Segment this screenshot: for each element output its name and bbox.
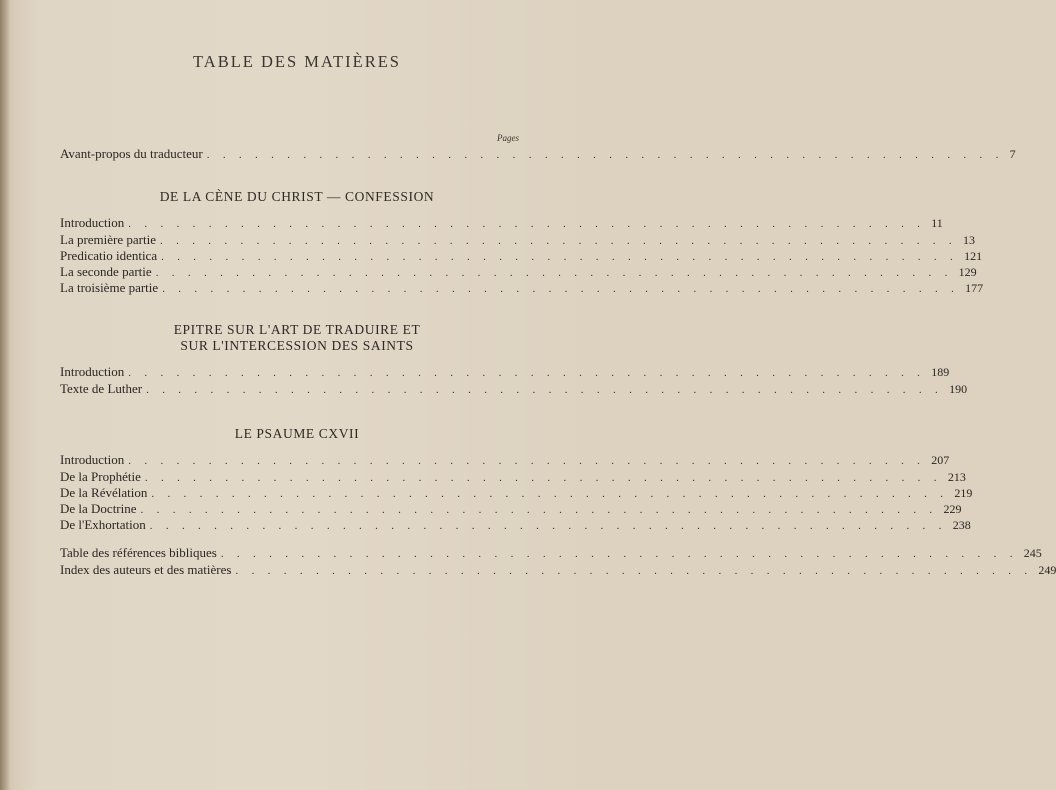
dot-leader: . . . . . . . . . . . . . . . . . . . . . . . . . . . . . . . . . . . . . . . . . . . . . . . . . . [128, 455, 926, 467]
toc-entry [60, 469, 966, 486]
toc-entry-avant-propos [60, 146, 1016, 163]
entry-page: 219 [954, 486, 973, 500]
toc-entry [60, 364, 950, 381]
section-title-epitre-line1: EPITRE SUR L'ART DE TRADUIRE ET [173, 322, 421, 337]
dot-leader: . . . . . . . . . . . . . . . . . . . . . . . . . . . . . . . . . . . . . . . . . . . . . . . . . . [155, 267, 953, 279]
dot-leader: . . . . . . . . . . . . . . . . . . . . . . . . . . . . . . . . . . . . . . . . . . . . . . . . . . [128, 218, 926, 230]
entry-label: Avant-propos du traducteur [60, 146, 203, 161]
entry-label: De la Révélation [60, 485, 148, 500]
dot-leader: . . . . . . . . . . . . . . . . . . . . . . . . . . . . . . . . . . . . . . . . . . . . . . . . . . [149, 520, 947, 532]
entry-label: Texte de Luther [60, 381, 143, 396]
entry-page: 13 [962, 233, 975, 247]
entry-label: Introduction [60, 452, 125, 467]
page-title: TABLE DES MATIÈRES [193, 52, 401, 71]
dot-leader: . . . . . . . . . . . . . . . . . . . . . . . . . . . . . . . . . . . . . . . . . . . . . . . . . . [161, 251, 959, 263]
pages-column-label: Pages [497, 133, 519, 143]
entry-label: De la Prophétie [60, 469, 141, 484]
toc-entry [60, 280, 984, 297]
entry-label: Predicatio identica [60, 248, 158, 263]
dot-leader: . . . . . . . . . . . . . . . . . . . . . . . . . . . . . . . . . . . . . . . . . . . . . . . . . . [160, 235, 957, 247]
entry-page: 238 [952, 518, 971, 532]
entry-label: La seconde partie [60, 264, 152, 279]
dot-leader: . . . . . . . . . . . . . . . . . . . . . . . . . . . . . . . . . . . . . . . . . . . . . . . . . . [151, 488, 949, 500]
entry-page: 11 [931, 216, 943, 230]
toc-entry [60, 215, 943, 232]
entry-label: De la Doctrine [60, 501, 137, 516]
toc-entry [60, 485, 973, 502]
section-title-epitre-line2: SUR L'INTERCESSION DES SAINTS [180, 338, 414, 353]
entry-label: Introduction [60, 364, 125, 379]
toc-entry-index [60, 562, 1056, 579]
entry-label: Introduction [60, 215, 125, 230]
toc-entry [60, 248, 983, 265]
toc-entry [60, 264, 977, 281]
entry-page: 177 [965, 281, 984, 295]
toc-entry [60, 232, 975, 249]
dot-leader: . . . . . . . . . . . . . . . . . . . . . . . . . . . . . . . . . . . . . . . . . . . . . . . . . . [206, 149, 1004, 161]
toc-entry [60, 501, 962, 518]
entry-label: Index des auteurs et des matières [60, 562, 232, 577]
dot-leader: . . . . . . . . . . . . . . . . . . . . . . . . . . . . . . . . . . . . . . . . . . . . . . . . . . [162, 283, 960, 295]
entry-page: 249 [1038, 563, 1056, 577]
entry-page: 245 [1023, 546, 1042, 560]
toc-entry-references [60, 545, 1042, 562]
entry-page: 189 [931, 365, 950, 379]
dot-leader: . . . . . . . . . . . . . . . . . . . . . . . . . . . . . . . . . . . . . . . . . . . . . . . . . . [220, 548, 1018, 560]
spine-shadow [0, 0, 10, 790]
entry-page: 213 [947, 470, 966, 484]
toc-entry [60, 452, 950, 469]
toc-entry [60, 381, 968, 398]
entry-page: 7 [1009, 147, 1016, 161]
dot-leader: . . . . . . . . . . . . . . . . . . . . . . . . . . . . . . . . . . . . . . . . . . . . . . . . . . [146, 384, 944, 396]
entry-label: De l'Exhortation [60, 517, 146, 532]
entry-page: 229 [943, 502, 962, 516]
dot-leader: . . . . . . . . . . . . . . . . . . . . . . . . . . . . . . . . . . . . . . . . . . . . . . . . . . [140, 504, 938, 516]
entry-page: 207 [931, 453, 950, 467]
section-title-psaume: LE PSAUME CXVII [234, 426, 360, 441]
entry-label: La troisième partie [60, 280, 159, 295]
entry-page: 190 [949, 382, 968, 396]
dot-leader: . . . . . . . . . . . . . . . . . . . . . . . . . . . . . . . . . . . . . . . . . . . . . . . . . . [235, 565, 1033, 577]
entry-label: Table des références bibliques [60, 545, 217, 560]
dot-leader: . . . . . . . . . . . . . . . . . . . . . . . . . . . . . . . . . . . . . . . . . . . . . . . . . . [144, 472, 942, 484]
section-title-cene: DE LA CÈNE DU CHRIST — CONFESSION [159, 189, 435, 204]
entry-page: 121 [964, 249, 983, 263]
entry-page: 129 [958, 265, 977, 279]
toc-entry [60, 517, 971, 534]
entry-label: La première partie [60, 232, 156, 247]
dot-leader: . . . . . . . . . . . . . . . . . . . . . . . . . . . . . . . . . . . . . . . . . . . . . . . . . . [128, 367, 926, 379]
